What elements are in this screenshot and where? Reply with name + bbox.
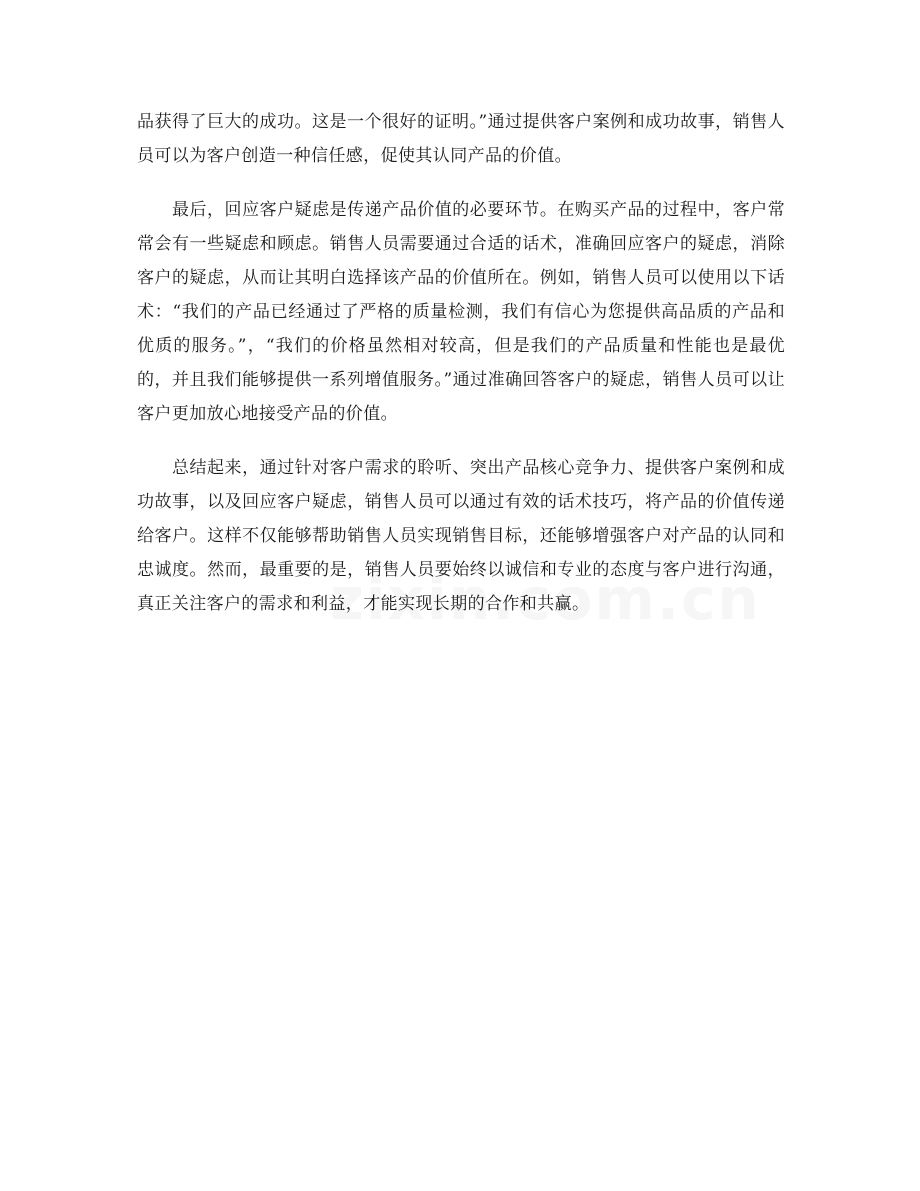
paragraph-1: 品获得了巨大的成功。这是一个很好的证明。”通过提供客户案例和成功故事，销售人员可以为客户创造一种信任感，促使其认同产品的价值。 — [137, 112, 785, 166]
watermark — [330, 565, 761, 633]
paragraph-3: 总结起来，通过针对客户需求的聆听、突出产品核心竞争力、提供客户案例和成功故事，以及回应客户疑虑，销售人员可以通过有效的话术技巧，将产品的价值传递给客户。这样不仅能够帮助销售人员实现销售目标，还能够增强客户对产品的认同和忠诚度。然而，最重要的是，销售人员要始终以诚信和专业的态度与客户进行沟通，真正关注客户的需求和利益，才能实现长期的合作和共赢。 — [137, 458, 785, 614]
paragraph-2: 最后，回应客户疑虑是传递产品价值的必要环节。在购买产品的过程中，客户常常会有一些疑虑和顾虑。销售人员需要通过合适的话术，准确回应客户的疑虑，消除客户的疑虑，从而让其明白选择该产品的价值所在。例如，销售人员可以使用以下话术：“我们的产品已经通过了严格的质量检测，我们有信心为您提供高品质的产品和优质的服务。”，“我们的价格虽然相对较高，但是我们的产品质量和性能也是最优的，并且我们能够提供一系列增值服务。”通过准确回答客户的疑虑，销售人员可以让客户更加放心地接受产品的价值。 — [137, 200, 785, 424]
document-body — [137, 105, 785, 641]
